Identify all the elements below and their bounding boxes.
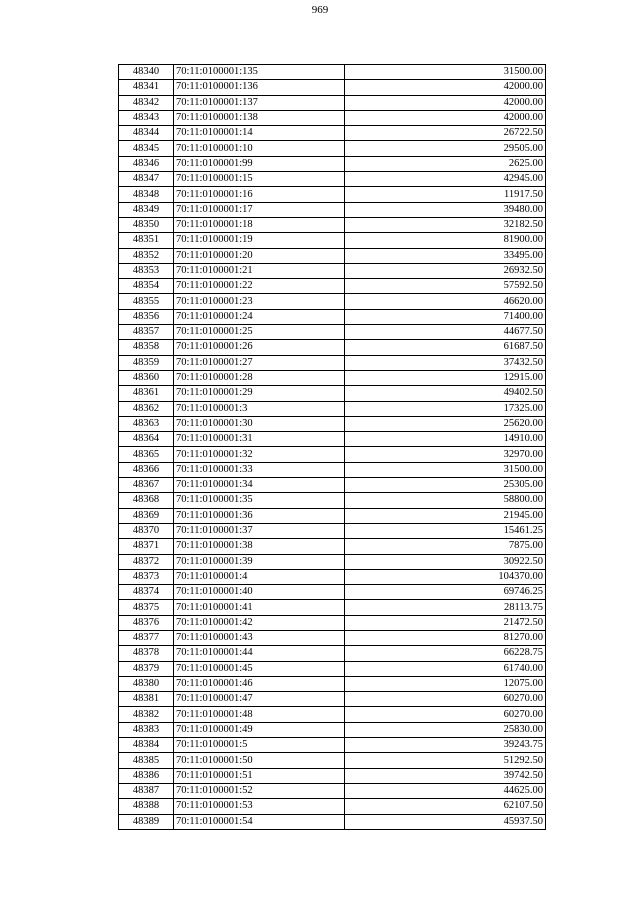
value-cell: 49402.50 [345,386,546,401]
row-number-cell: 48371 [119,539,174,554]
cadastral-number-cell: 70:11:0100001:17 [174,202,345,217]
table-row [119,233,546,248]
cadastral-number-cell: 70:11:0100001:41 [174,600,345,615]
table-row [119,630,546,645]
row-number-cell: 48341 [119,80,174,95]
row-number-cell: 48343 [119,110,174,125]
cadastral-number-cell: 70:11:0100001:21 [174,263,345,278]
cadastral-number-cell: 70:11:0100001:42 [174,615,345,630]
table-row [119,600,546,615]
table-row [119,279,546,294]
row-number-cell: 48354 [119,279,174,294]
table-row [119,65,546,80]
row-number-cell: 48367 [119,478,174,493]
row-number-cell: 48357 [119,325,174,340]
row-number-cell: 48374 [119,585,174,600]
value-cell: 29505.00 [345,141,546,156]
value-cell: 32182.50 [345,217,546,232]
page-number: 969 [311,4,329,16]
table-row [119,126,546,141]
table-row [119,799,546,814]
value-cell: 14910.00 [345,432,546,447]
table-row [119,478,546,493]
value-cell: 58800.00 [345,493,546,508]
cadastral-number-cell: 70:11:0100001:33 [174,462,345,477]
cadastral-number-cell: 70:11:0100001:47 [174,692,345,707]
row-number-cell: 48364 [119,432,174,447]
cadastral-number-cell: 70:11:0100001:43 [174,630,345,645]
value-cell: 104370.00 [345,569,546,584]
value-cell: 44677.50 [345,325,546,340]
row-number-cell: 48373 [119,569,174,584]
table-row [119,386,546,401]
cadastral-number-cell: 70:11:0100001:35 [174,493,345,508]
cadastral-number-cell: 70:11:0100001:48 [174,707,345,722]
cadastral-number-cell: 70:11:0100001:4 [174,569,345,584]
row-number-cell: 48372 [119,554,174,569]
table-row [119,783,546,798]
cadastral-number-cell: 70:11:0100001:5 [174,738,345,753]
value-cell: 42945.00 [345,172,546,187]
table-row [119,554,546,569]
row-number-cell: 48345 [119,141,174,156]
table-row [119,569,546,584]
cadastral-number-cell: 70:11:0100001:20 [174,248,345,263]
row-number-cell: 48386 [119,768,174,783]
row-number-cell: 48379 [119,661,174,676]
cadastral-number-cell: 70:11:0100001:44 [174,646,345,661]
value-cell: 33495.00 [345,248,546,263]
cadastral-value-table [118,64,546,830]
table-row [119,325,546,340]
cadastral-number-cell: 70:11:0100001:39 [174,554,345,569]
table-row [119,753,546,768]
value-cell: 42000.00 [345,80,546,95]
cadastral-number-cell: 70:11:0100001:52 [174,783,345,798]
cadastral-number-cell: 70:11:0100001:50 [174,753,345,768]
table-row [119,370,546,385]
cadastral-number-cell: 70:11:0100001:30 [174,416,345,431]
cadastral-number-cell: 70:11:0100001:135 [174,65,345,80]
cadastral-number-cell: 70:11:0100001:15 [174,172,345,187]
table-row [119,263,546,278]
value-cell: 57592.50 [345,279,546,294]
cadastral-number-cell: 70:11:0100001:136 [174,80,345,95]
value-cell: 60270.00 [345,707,546,722]
table-row [119,416,546,431]
value-cell: 31500.00 [345,65,546,80]
table-row [119,523,546,538]
value-cell: 39742.50 [345,768,546,783]
cadastral-number-cell: 70:11:0100001:29 [174,386,345,401]
value-cell: 45937.50 [345,814,546,829]
table-row [119,661,546,676]
cadastral-number-cell: 70:11:0100001:25 [174,325,345,340]
row-number-cell: 48380 [119,676,174,691]
value-cell: 25620.00 [345,416,546,431]
value-cell: 39243.75 [345,738,546,753]
row-number-cell: 48363 [119,416,174,431]
cadastral-number-cell: 70:11:0100001:19 [174,233,345,248]
value-cell: 31500.00 [345,462,546,477]
cadastral-number-cell: 70:11:0100001:34 [174,478,345,493]
cadastral-number-cell: 70:11:0100001:32 [174,447,345,462]
row-number-cell: 48365 [119,447,174,462]
cadastral-number-cell: 70:11:0100001:40 [174,585,345,600]
table-row [119,707,546,722]
value-cell: 62107.50 [345,799,546,814]
value-cell: 21472.50 [345,615,546,630]
row-number-cell: 48370 [119,523,174,538]
row-number-cell: 48355 [119,294,174,309]
row-number-cell: 48383 [119,722,174,737]
table-row [119,508,546,523]
value-cell: 60270.00 [345,692,546,707]
row-number-cell: 48375 [119,600,174,615]
value-cell: 61687.50 [345,340,546,355]
cadastral-number-cell: 70:11:0100001:37 [174,523,345,538]
table-row [119,110,546,125]
table-row [119,432,546,447]
table-row [119,309,546,324]
row-number-cell: 48352 [119,248,174,263]
row-number-cell: 48388 [119,799,174,814]
table-row [119,585,546,600]
cadastral-number-cell: 70:11:0100001:26 [174,340,345,355]
row-number-cell: 48384 [119,738,174,753]
row-number-cell: 48348 [119,187,174,202]
row-number-cell: 48387 [119,783,174,798]
row-number-cell: 48344 [119,126,174,141]
row-number-cell: 48382 [119,707,174,722]
row-number-cell: 48356 [119,309,174,324]
cadastral-number-cell: 70:11:0100001:22 [174,279,345,294]
cadastral-number-cell: 70:11:0100001:24 [174,309,345,324]
value-cell: 25305.00 [345,478,546,493]
value-cell: 21945.00 [345,508,546,523]
cadastral-number-cell: 70:11:0100001:46 [174,676,345,691]
value-cell: 51292.50 [345,753,546,768]
value-cell: 42000.00 [345,110,546,125]
cadastral-number-cell: 70:11:0100001:3 [174,401,345,416]
cadastral-number-cell: 70:11:0100001:27 [174,355,345,370]
row-number-cell: 48378 [119,646,174,661]
cadastral-number-cell: 70:11:0100001:36 [174,508,345,523]
cadastral-number-cell: 70:11:0100001:31 [174,432,345,447]
value-cell: 69746.25 [345,585,546,600]
cadastral-number-cell: 70:11:0100001:10 [174,141,345,156]
value-cell: 42000.00 [345,95,546,110]
row-number-cell: 48350 [119,217,174,232]
cadastral-number-cell: 70:11:0100001:14 [174,126,345,141]
table-row [119,615,546,630]
value-cell: 32970.00 [345,447,546,462]
cadastral-number-cell: 70:11:0100001:38 [174,539,345,554]
cadastral-number-cell: 70:11:0100001:51 [174,768,345,783]
table-row [119,539,546,554]
table-row [119,340,546,355]
row-number-cell: 48389 [119,814,174,829]
row-number-cell: 48376 [119,615,174,630]
value-cell: 25830.00 [345,722,546,737]
value-cell: 81900.00 [345,233,546,248]
table-row [119,172,546,187]
value-cell: 26722.50 [345,126,546,141]
cadastral-number-cell: 70:11:0100001:49 [174,722,345,737]
row-number-cell: 48369 [119,508,174,523]
table-row [119,294,546,309]
table-row [119,768,546,783]
row-number-cell: 48359 [119,355,174,370]
value-cell: 2625.00 [345,156,546,171]
table-row [119,156,546,171]
cadastral-number-cell: 70:11:0100001:23 [174,294,345,309]
row-number-cell: 48358 [119,340,174,355]
cadastral-number-cell: 70:11:0100001:18 [174,217,345,232]
row-number-cell: 48353 [119,263,174,278]
table-row [119,462,546,477]
value-cell: 30922.50 [345,554,546,569]
value-cell: 39480.00 [345,202,546,217]
value-cell: 46620.00 [345,294,546,309]
row-number-cell: 48346 [119,156,174,171]
row-number-cell: 48342 [119,95,174,110]
table-row [119,814,546,829]
table-row [119,738,546,753]
row-number-cell: 48340 [119,65,174,80]
row-number-cell: 48360 [119,370,174,385]
table-row [119,202,546,217]
cadastral-number-cell: 70:11:0100001:16 [174,187,345,202]
table-row [119,187,546,202]
value-cell: 44625.00 [345,783,546,798]
table-row [119,141,546,156]
table-row [119,493,546,508]
row-number-cell: 48349 [119,202,174,217]
value-cell: 66228.75 [345,646,546,661]
value-cell: 28113.75 [345,600,546,615]
value-cell: 7875.00 [345,539,546,554]
table-row [119,217,546,232]
value-cell: 15461.25 [345,523,546,538]
row-number-cell: 48381 [119,692,174,707]
row-number-cell: 48385 [119,753,174,768]
value-cell: 71400.00 [345,309,546,324]
cadastral-number-cell: 70:11:0100001:99 [174,156,345,171]
row-number-cell: 48351 [119,233,174,248]
table-row [119,692,546,707]
table-row [119,447,546,462]
table-row [119,248,546,263]
table-body [119,65,546,830]
row-number-cell: 48368 [119,493,174,508]
value-cell: 37432.50 [345,355,546,370]
row-number-cell: 48347 [119,172,174,187]
value-cell: 61740.00 [345,661,546,676]
table-row [119,355,546,370]
table-row [119,95,546,110]
cadastral-number-cell: 70:11:0100001:138 [174,110,345,125]
value-cell: 12075.00 [345,676,546,691]
cadastral-number-cell: 70:11:0100001:53 [174,799,345,814]
value-cell: 12915.00 [345,370,546,385]
table-row [119,646,546,661]
row-number-cell: 48366 [119,462,174,477]
value-cell: 81270.00 [345,630,546,645]
table-row [119,80,546,95]
value-cell: 11917.50 [345,187,546,202]
cadastral-number-cell: 70:11:0100001:45 [174,661,345,676]
value-cell: 17325.00 [345,401,546,416]
row-number-cell: 48377 [119,630,174,645]
value-cell: 26932.50 [345,263,546,278]
row-number-cell: 48362 [119,401,174,416]
cadastral-number-cell: 70:11:0100001:137 [174,95,345,110]
table-row [119,401,546,416]
table-row [119,676,546,691]
cadastral-number-cell: 70:11:0100001:28 [174,370,345,385]
cadastral-number-cell: 70:11:0100001:54 [174,814,345,829]
table-row [119,722,546,737]
row-number-cell: 48361 [119,386,174,401]
